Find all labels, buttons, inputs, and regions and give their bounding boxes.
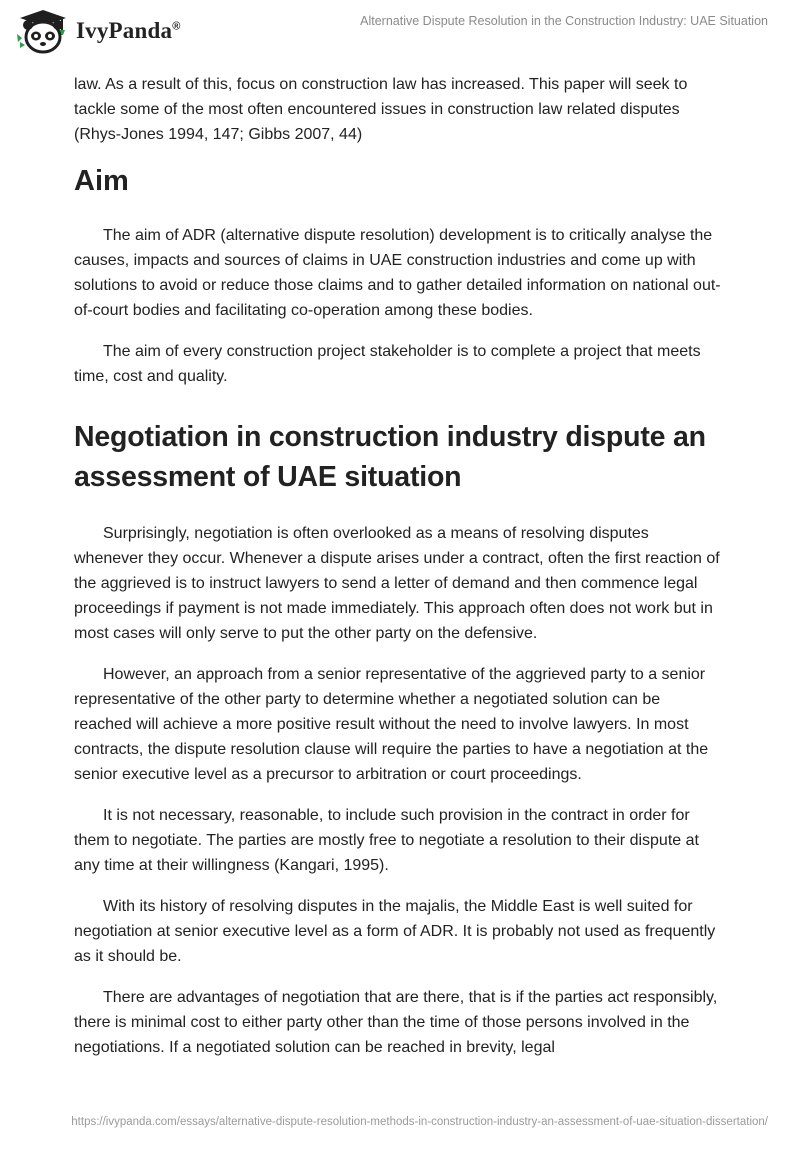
ivypanda-logo[interactable] xyxy=(14,8,181,54)
paragraph: With its history of resolving disputes in the majalis, the Middle East is well suited for negotiation at senior executive level as a form of ADR. It is probably not used as frequently as it should be. xyxy=(74,898,716,965)
page-header xyxy=(0,0,800,62)
paragraph: However, an approach from a senior representative of the aggrieved party to a senior representative of the other party to determine whether a negotiated solution can be reached will achieve a more positive result without the need to involve lawyers. In most contracts, the dispute resolution clause will require the parties to have a negotiation at the senior executive level as a precursor to arbitration or court proceedings. xyxy=(74,666,709,783)
document-title: Alternative Dispute Resolution in the Construction Industry: UAE Situation xyxy=(360,14,768,28)
paragraph: The aim of every construction project stakeholder is to complete a project that meets time, cost and quality. xyxy=(74,343,701,385)
section-heading-negotiation: Negotiation in construction industry dispute an assessment of UAE situation xyxy=(74,421,706,493)
brand-name: IvyPanda® xyxy=(76,18,181,43)
paragraph: There are advantages of negotiation that are there, that is if the parties act responsibly, there is minimal cost to either party other than the time of those persons involved in the negotiations. If a negotiated solution can be reached in brevity, legal xyxy=(74,989,718,1056)
source-url-link[interactable]: https://ivypanda.com/essays/alternative-dispute-resolution-methods-in-construction-industry-an-assessment-of-uae-situation-dissertation/ xyxy=(71,1116,768,1128)
paragraph: The aim of ADR (alternative dispute resolution) development is to critically analyse the causes, impacts and sources of claims in UAE construction industries and come up with solutions to avoid or reduce those claims and to gather detailed information on national out-of-court bodies and facilitating co-operation among these bodies. xyxy=(74,227,721,319)
article-body xyxy=(74,72,722,1076)
panda-logo-icon xyxy=(14,8,72,54)
section-heading-aim: Aim xyxy=(74,165,129,197)
paragraph: It is not necessary, reasonable, to include such provision in the contract in order for them to negotiate. The parties are mostly free to negotiate a resolution to their dispute at any time at their willingness (Kangari, 1995). xyxy=(74,807,699,874)
paragraph: law. As a result of this, focus on construction law has increased. This paper will seek to tackle some of the most often encountered issues in construction law related disputes (Rhys-Jones 1994, 147; Gibbs 2007, 44) xyxy=(74,76,688,143)
paragraph: Surprisingly, negotiation is often overlooked as a means of resolving disputes whenever they occur. Whenever a dispute arises under a contract, often the first reaction of the aggrieved is to instruct lawyers to send a letter of demand and then commence legal proceedings if payment is not made immediately. This approach often does not work but in most cases will only serve to put the other party on the defensive. xyxy=(74,525,720,642)
